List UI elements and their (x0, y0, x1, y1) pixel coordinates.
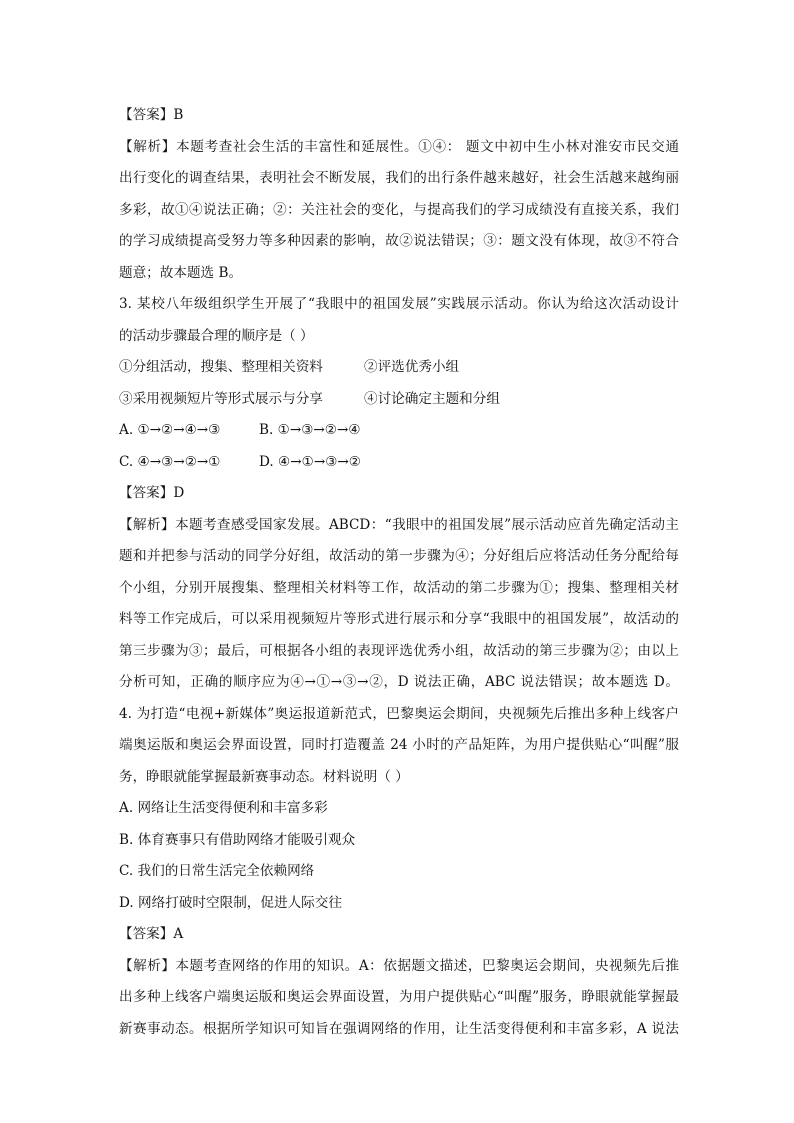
q3-items-row (119, 352, 679, 384)
q3-analysis-line: 【解析】本题考查感受国家发展。ABCD：“我眼中的祖国发展”展示活动应首先确定活动主 (119, 516, 679, 533)
q4-option-c: C. 我们的日常生活完全依赖网络 (119, 863, 315, 879)
q3-stem-line: 3. 某校八年级组织学生开展了“我眼中的祖国发展”实践展示活动。你认为给这次活动设计 (119, 296, 679, 312)
q2-analysis-line: 的学习成绩提高受努力等多种因素的影响，故②说法错误；③：题文没有体现，故③不符合 (119, 233, 679, 249)
q2-analysis-line: 多彩，故①④说法正确；②：关注社会的变化，与提高我们的学习成绩没有直接关系，我们 (119, 201, 679, 218)
q3-analysis-line: 第三步骤为③；最后，可根据各小组的表现评选优秀小组，故活动的第三步骤为②；由以上 (119, 642, 679, 659)
document-page (119, 100, 679, 1045)
q4-answer: 【答案】A (119, 926, 184, 942)
q4-stem-line: 端奥运版和奥运会界面设置，同时打造覆盖 24 小时的产品矩阵，为用户提供贴心“叫醒”服 (119, 737, 679, 753)
q3-options-row (119, 415, 679, 447)
q4-option-d: D. 网络打破时空限制，促进人际交往 (119, 894, 342, 911)
q4-option-b: B. 体育赛事只有借助网络才能吸引观众 (119, 831, 356, 848)
q2-analysis-line: 题意；故本题选 B。 (119, 264, 243, 281)
q3-item: ②评选优秀小组 (364, 359, 460, 375)
q4-option-a: A. 网络让生活变得便利和丰富多彩 (119, 800, 328, 816)
q3-analysis-line: 个小组，分别开展搜集、整理相关材料等工作，故活动的第二步骤为①；搜集、整理相关材 (119, 579, 679, 596)
q2-answer: 【答案】B (119, 107, 184, 123)
q3-answer: 【答案】D (119, 485, 185, 501)
q3-stem-line: 的活动步骤最合理的顺序是（ ） (119, 327, 314, 344)
q3-option-c: C. ④→③→②→① (119, 453, 221, 470)
q3-analysis-line: 料等工作完成后，可以采用视频短片等形式进行展示和分享“我眼中的祖国发展”，故活动的 (119, 611, 679, 627)
q2-analysis-line: 出行变化的调查结果，表明社会不断发展，我们的出行条件越来越好，社会生活越来越绚丽 (119, 170, 679, 186)
q3-option-a: A. ①→②→④→③ (119, 422, 221, 438)
q3-option-b: B. ①→③→②→④ (259, 422, 361, 438)
q3-item: ④讨论确定主题和分组 (364, 390, 500, 407)
q4-stem-line: 4. 为打造“电视+新媒体”奥运报道新范式，巴黎奥运会期间，央视频先后推出多种上线客户 (119, 705, 679, 722)
q3-option-d: D. ④→①→③→② (259, 453, 361, 470)
q3-items-row (119, 384, 679, 416)
q4-analysis-line: 新赛事动态。根据所学知识可知旨在强调网络的作用，让生活变得便利和丰富多彩，A 说法 (119, 1020, 679, 1037)
q4-stem-line: 务，睁眼就能掌握最新赛事动态。材料说明（ ） (119, 768, 409, 785)
q3-item: ③采用视频短片等形式展示与分享 (119, 390, 323, 407)
q3-item: ①分组活动，搜集、整理相关资料 (119, 359, 323, 375)
q4-analysis-line: 出多种上线客户端奥运版和奥运会界面设置，为用户提供贴心“叫醒”服务，睁眼就能掌握最 (119, 989, 679, 1005)
q2-analysis-line: 【解析】本题考查社会生活的丰富性和延展性。①④： 题文中初中生小林对淮安市民交通 (119, 138, 679, 155)
q4-analysis-line: 【解析】本题考查网络的作用的知识。A：依据题文描述，巴黎奥运会期间，央视频先后推 (119, 957, 679, 974)
q3-analysis-line: 分析可知，正确的顺序应为④→①→③→②，D 说法正确，ABC 说法错误；故本题选 D。 (119, 674, 679, 690)
q3-analysis-line: 题和并把参与活动的同学分好组，故活动的第一步骤为④；分好组后应将活动任务分配给每 (119, 548, 679, 564)
q3-options-row (119, 447, 679, 479)
